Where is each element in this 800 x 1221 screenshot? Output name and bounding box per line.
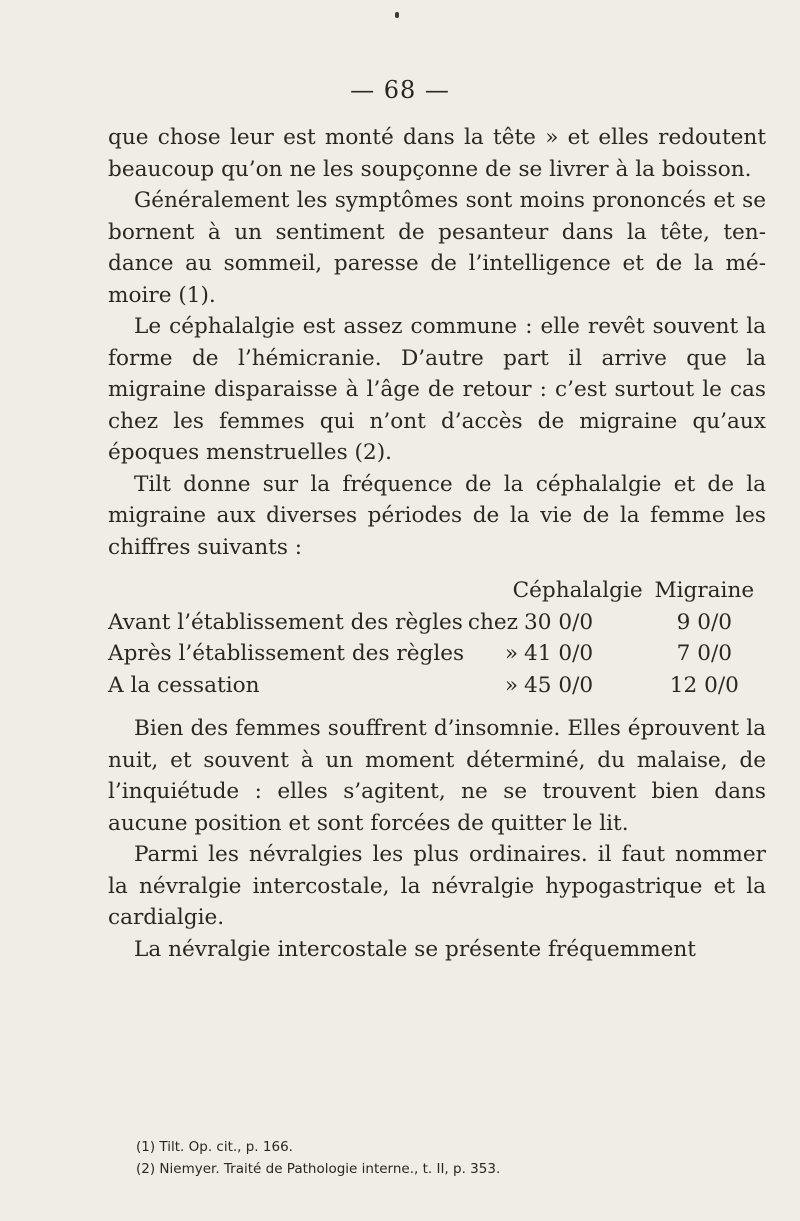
table-header-row bbox=[108, 575, 766, 607]
row-mark: » bbox=[504, 672, 519, 698]
header-cephalalgie: Céphalalgie bbox=[512, 578, 643, 603]
body-text bbox=[108, 122, 766, 965]
footnotes bbox=[136, 1136, 736, 1180]
row-label: A la cessation bbox=[108, 672, 260, 698]
paragraph-symptoms: Généralement les symptômes sont moins prononcés et se bornent à un sentiment de pesanteur dans la tête, ten- dance au sommeil, paresse de l’intelligence et de la mé- moire (1). bbox=[108, 188, 766, 308]
table-row bbox=[108, 670, 766, 702]
row-mark: chez bbox=[467, 609, 519, 635]
footnote-1: (1) Tilt. Op. cit., p. 166. bbox=[136, 1139, 293, 1155]
table-row bbox=[108, 607, 766, 639]
row-migraine-value: 9 0/0 bbox=[676, 609, 733, 635]
paragraph-continuation: que chose leur est monté dans la tête » et elles redoutent beaucoup qu’on ne les soupçonne de se livrer à la boisson. bbox=[108, 125, 766, 182]
row-label: Après l’établissement des règles bbox=[108, 641, 465, 666]
footnote-2: (2) Niemyer. Traité de Pathologie interne., t. II, p. 353. bbox=[136, 1161, 501, 1177]
row-label: Avant l’établissement des règles bbox=[108, 609, 463, 635]
paragraph-nevralgies: Parmi les névralgies les plus ordinaires. il faut nommer la névralgie intercostale, la névralgie hypogastrique et la cardialgie. bbox=[108, 842, 766, 930]
row-migraine-value: 12 0/0 bbox=[669, 672, 739, 698]
print-speck bbox=[395, 12, 399, 18]
row-migraine-value: 7 0/0 bbox=[676, 641, 733, 666]
paragraph-tilt: Tilt donne sur la fréquence de la céphalalgie et de la migraine aux diverses périodes de la vie de la femme les chiffres suivants : bbox=[108, 471, 766, 560]
frequency-table bbox=[108, 575, 766, 701]
header-migraine: Migraine bbox=[654, 578, 755, 603]
paragraph-intercostale: La névralgie intercostale se présente fréquemment bbox=[134, 936, 696, 962]
page-number: — 68 — bbox=[350, 76, 450, 104]
row-cephalalgie-value: 41 0/0 bbox=[524, 641, 594, 666]
table-row bbox=[108, 638, 766, 670]
row-cephalalgie-value: 30 0/0 bbox=[524, 609, 594, 635]
row-cephalalgie-value: 45 0/0 bbox=[524, 672, 594, 698]
paragraph-insomnie: Bien des femmes souffrent d’insomnie. Elles éprouvent la nuit, et souvent à un moment déterminé, du malaise, de l’inquiétude : elles s’agitent, ne se trouvent bien dans aucune position et sont forcées de quitter le lit. bbox=[108, 716, 766, 836]
row-mark: » bbox=[504, 641, 519, 666]
paragraph-cephalalgie: Le céphalalgie est assez commune : elle revêt souvent la forme de l’hémicranie. D’autre part il arrive que la migraine disparaisse à l’âge de retour : c’est surtout le cas chez les femmes qui n’ont d’accès de migraine qu’aux époques menstruelles (2). bbox=[108, 314, 766, 465]
